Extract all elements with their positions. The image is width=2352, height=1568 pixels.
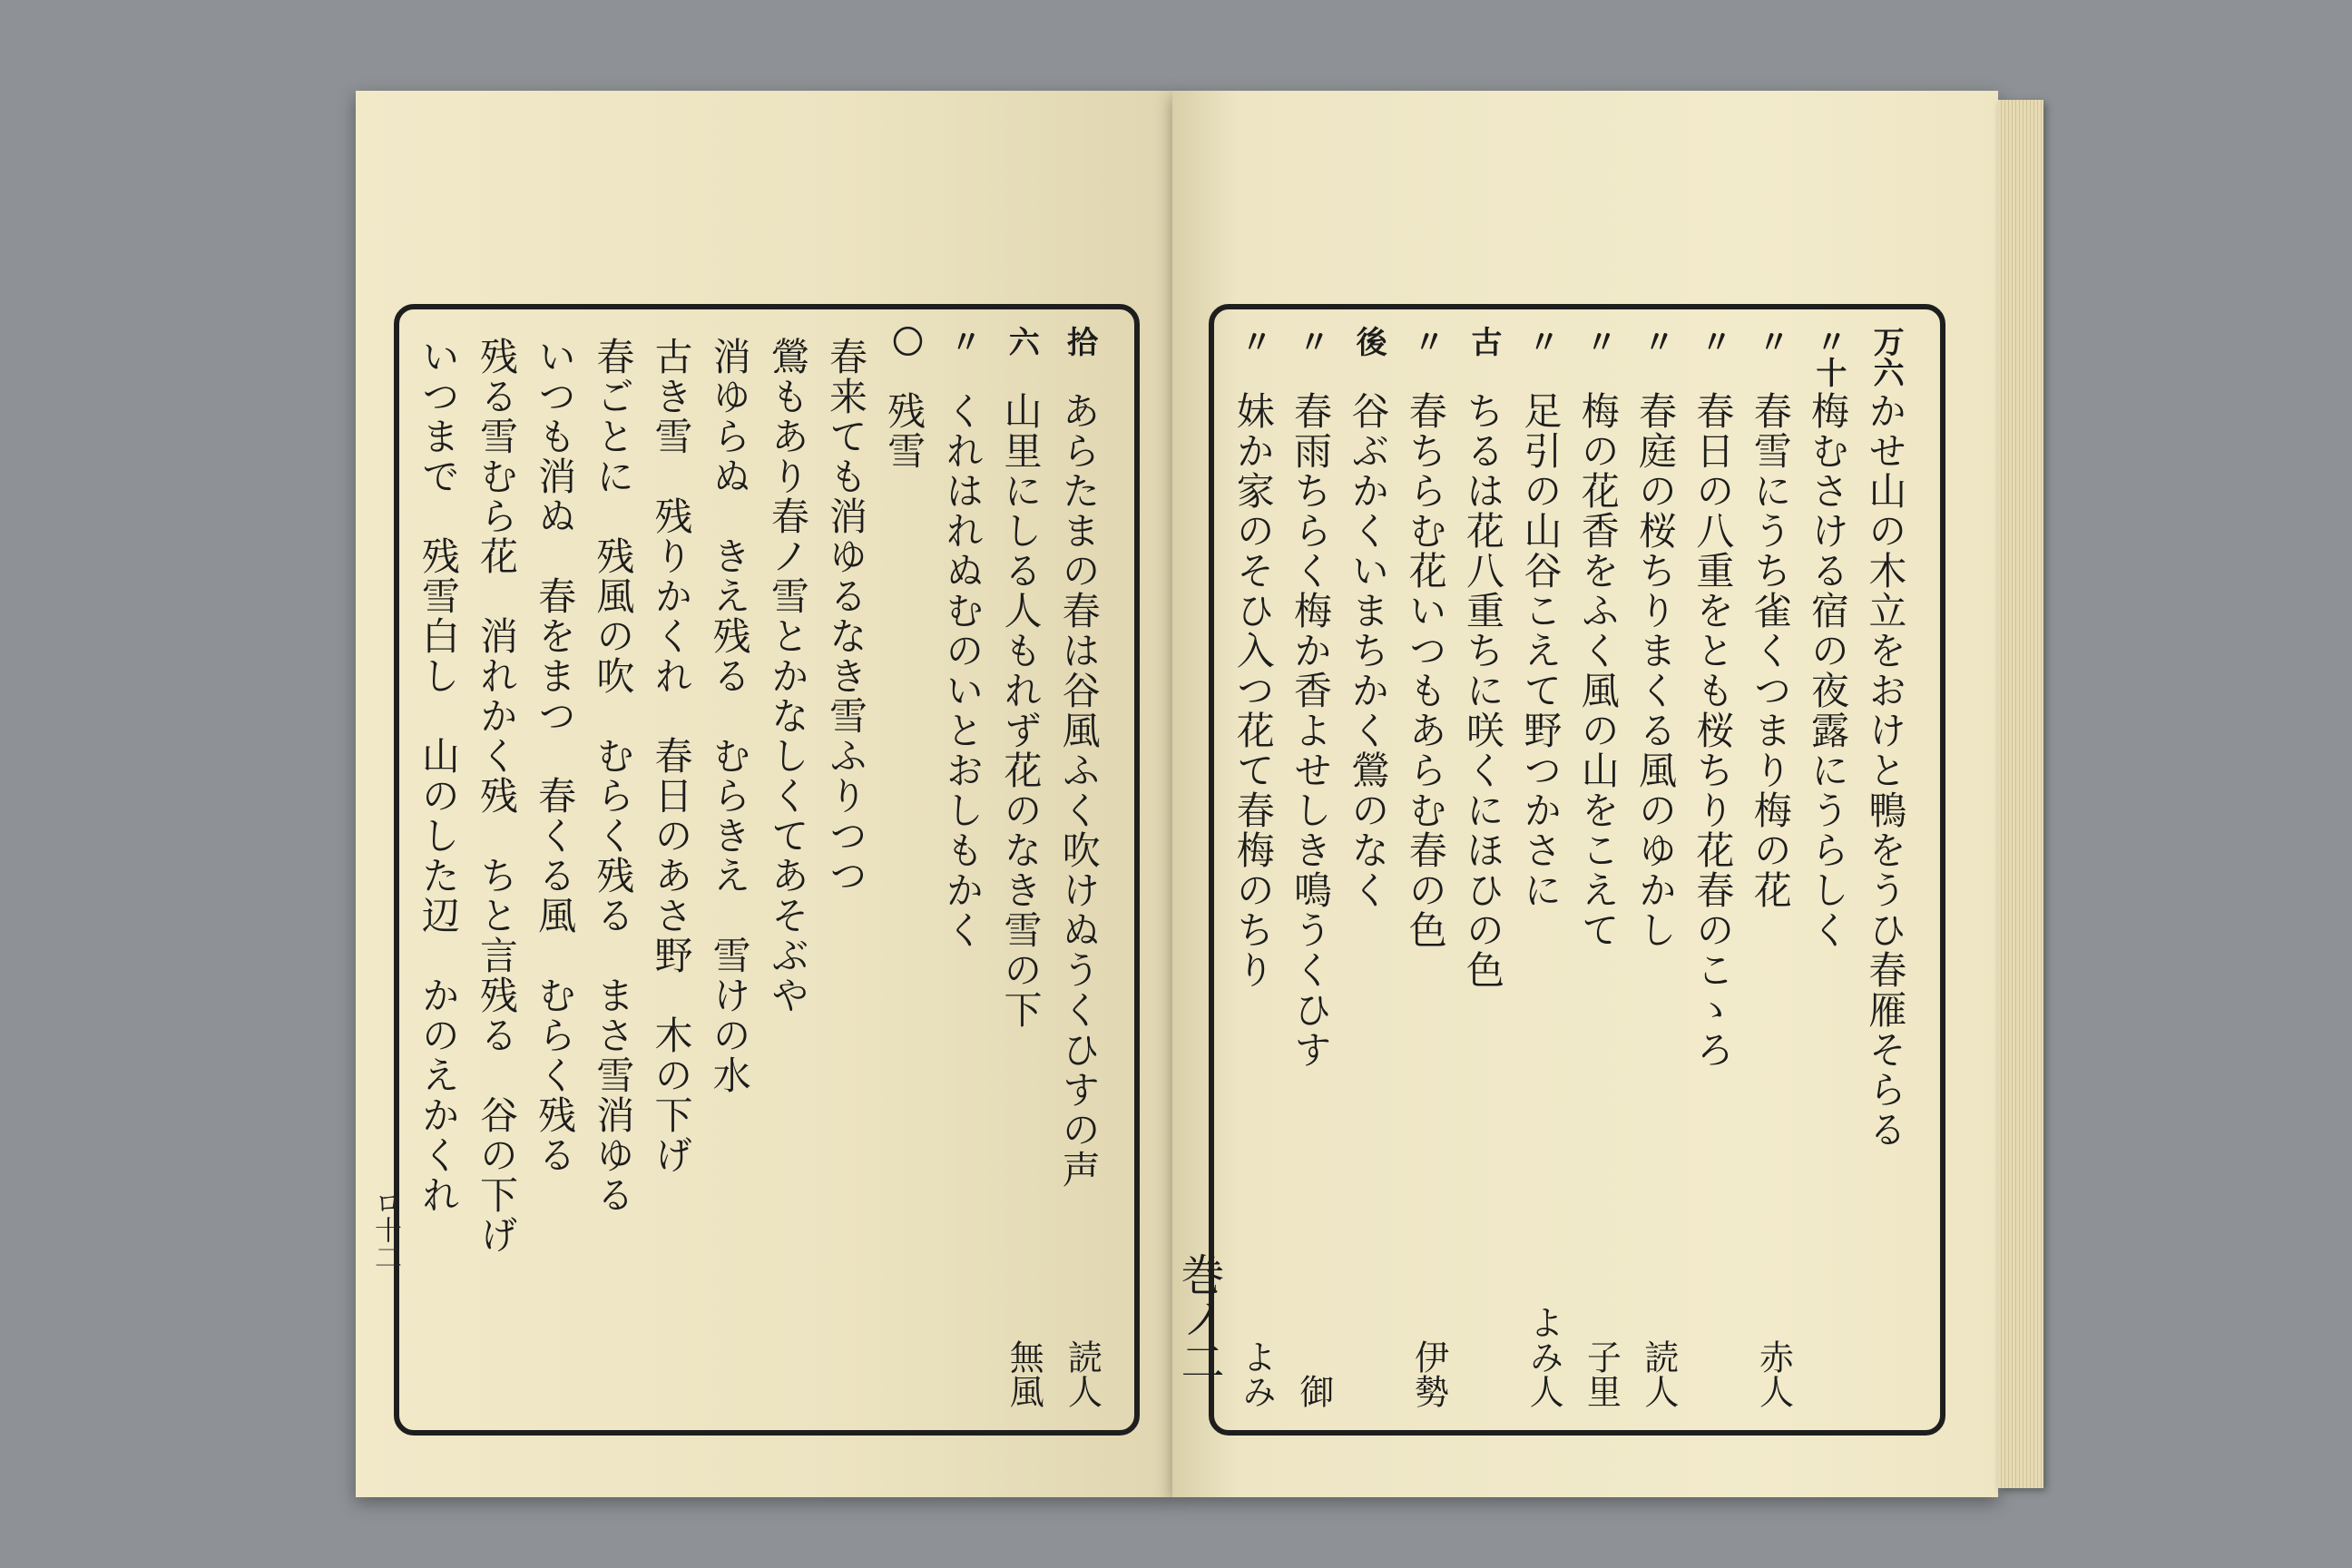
verse-column: 妹か家のそひ入つ花て春梅のちり	[1230, 391, 1276, 990]
column-mark: 万六	[1867, 326, 1905, 387]
verse-column: いつまで 残雪白し 山のした辺 かのえかくれ	[416, 337, 461, 1215]
page-edges	[1998, 100, 2043, 1488]
verse-column: 春庭の桜ちりまくる風のゆかし	[1633, 391, 1679, 950]
left-text-frame	[394, 304, 1140, 1436]
poet-name: 伊勢	[1408, 1339, 1449, 1408]
column-mark: 六	[1003, 326, 1040, 357]
poet-name: 子里	[1581, 1339, 1622, 1408]
verse-column: 鶯もあり春ノ雪とかなしくてあそぶや	[765, 337, 810, 1015]
verse-column: 山里にしる人もれず花のなき雪の下	[998, 391, 1044, 1030]
verse-column: 残雪	[882, 391, 927, 471]
column-mark: 〃	[1580, 326, 1617, 357]
verse-column: 梅むさける宿の夜露にうらしく	[1806, 391, 1851, 950]
column-mark: 〃十	[1809, 326, 1847, 387]
column-mark: 拾	[1061, 326, 1098, 357]
verse-column: くれはれぬむのいとおしもかく	[940, 391, 985, 950]
verse-column: 谷ぶかくいまちかく鶯のなく	[1346, 391, 1391, 910]
verse-column: 梅の花香をふく風の山をこえて	[1575, 391, 1621, 950]
verse-column: 春雪にうち雀くつまり梅の花	[1748, 391, 1793, 910]
left-page	[356, 91, 1173, 1497]
verse-column: 春雨ちらく梅か香よせしき鳴うくひす	[1289, 391, 1334, 1070]
open-book	[356, 91, 2043, 1497]
poet-name: 読人	[1062, 1339, 1102, 1408]
column-mark: 〇	[886, 326, 923, 357]
poet-name: 御	[1293, 1374, 1334, 1408]
column-mark: 〃	[1523, 326, 1560, 357]
verse-column: あらたまの春は谷風ふく吹けぬうくひすの声	[1056, 391, 1102, 1190]
poet-name: よみ	[1236, 1339, 1277, 1408]
verse-column: かせ山の木立をおけと鴨をうひ春雁そらる	[1863, 391, 1908, 1150]
column-mark: 〃	[1292, 326, 1329, 357]
right-page	[1172, 91, 1998, 1497]
verse-column: 消ゆらぬ きえ残る むらきえ 雪けの水	[707, 337, 752, 1095]
column-mark: 〃	[1235, 326, 1272, 357]
verse-column: 足引の山谷こえて野つかさに	[1518, 391, 1563, 910]
column-mark: 古	[1465, 326, 1502, 357]
verse-column: 春来ても消ゆるなき雪ふりつつ	[823, 337, 868, 896]
verse-column: 残る雪むら花 消れかく残 ちと言残る 谷の下げ	[474, 337, 519, 1255]
right-text-frame	[1209, 304, 1945, 1436]
poet-name: よみ人	[1524, 1305, 1564, 1408]
poet-name: 赤人	[1753, 1339, 1794, 1408]
column-mark: 〃	[945, 326, 982, 357]
column-mark: 〃	[1407, 326, 1445, 357]
verse-column: 春日の八重をとも桜ちり花春のこゝろ	[1690, 391, 1736, 1070]
column-mark: 〃	[1695, 326, 1732, 357]
poet-name: 読人	[1638, 1339, 1679, 1408]
column-mark: 〃	[1637, 326, 1674, 357]
poet-name: 無風	[1004, 1339, 1044, 1408]
verse-column: 春ちらむ花いつもあらむ春の色	[1403, 391, 1448, 950]
verse-column: 春ごとに 残風の吹 むらく残る まさ雪消ゆる	[591, 337, 636, 1215]
verse-column: 古き雪 残りかくれ 春日のあさ野 木の下げ	[649, 337, 694, 1175]
page-folio: ロ十二	[369, 1189, 401, 1270]
column-mark: 後	[1350, 326, 1387, 357]
column-mark: 〃	[1752, 326, 1789, 357]
verse-column: いつも消ぬ 春をまつ 春くる風 むらく残る	[533, 337, 578, 1175]
verse-column: ちるは花八重ちに咲くにほひの色	[1461, 391, 1506, 990]
volume-label: 巻ノ二	[1173, 1252, 1224, 1383]
